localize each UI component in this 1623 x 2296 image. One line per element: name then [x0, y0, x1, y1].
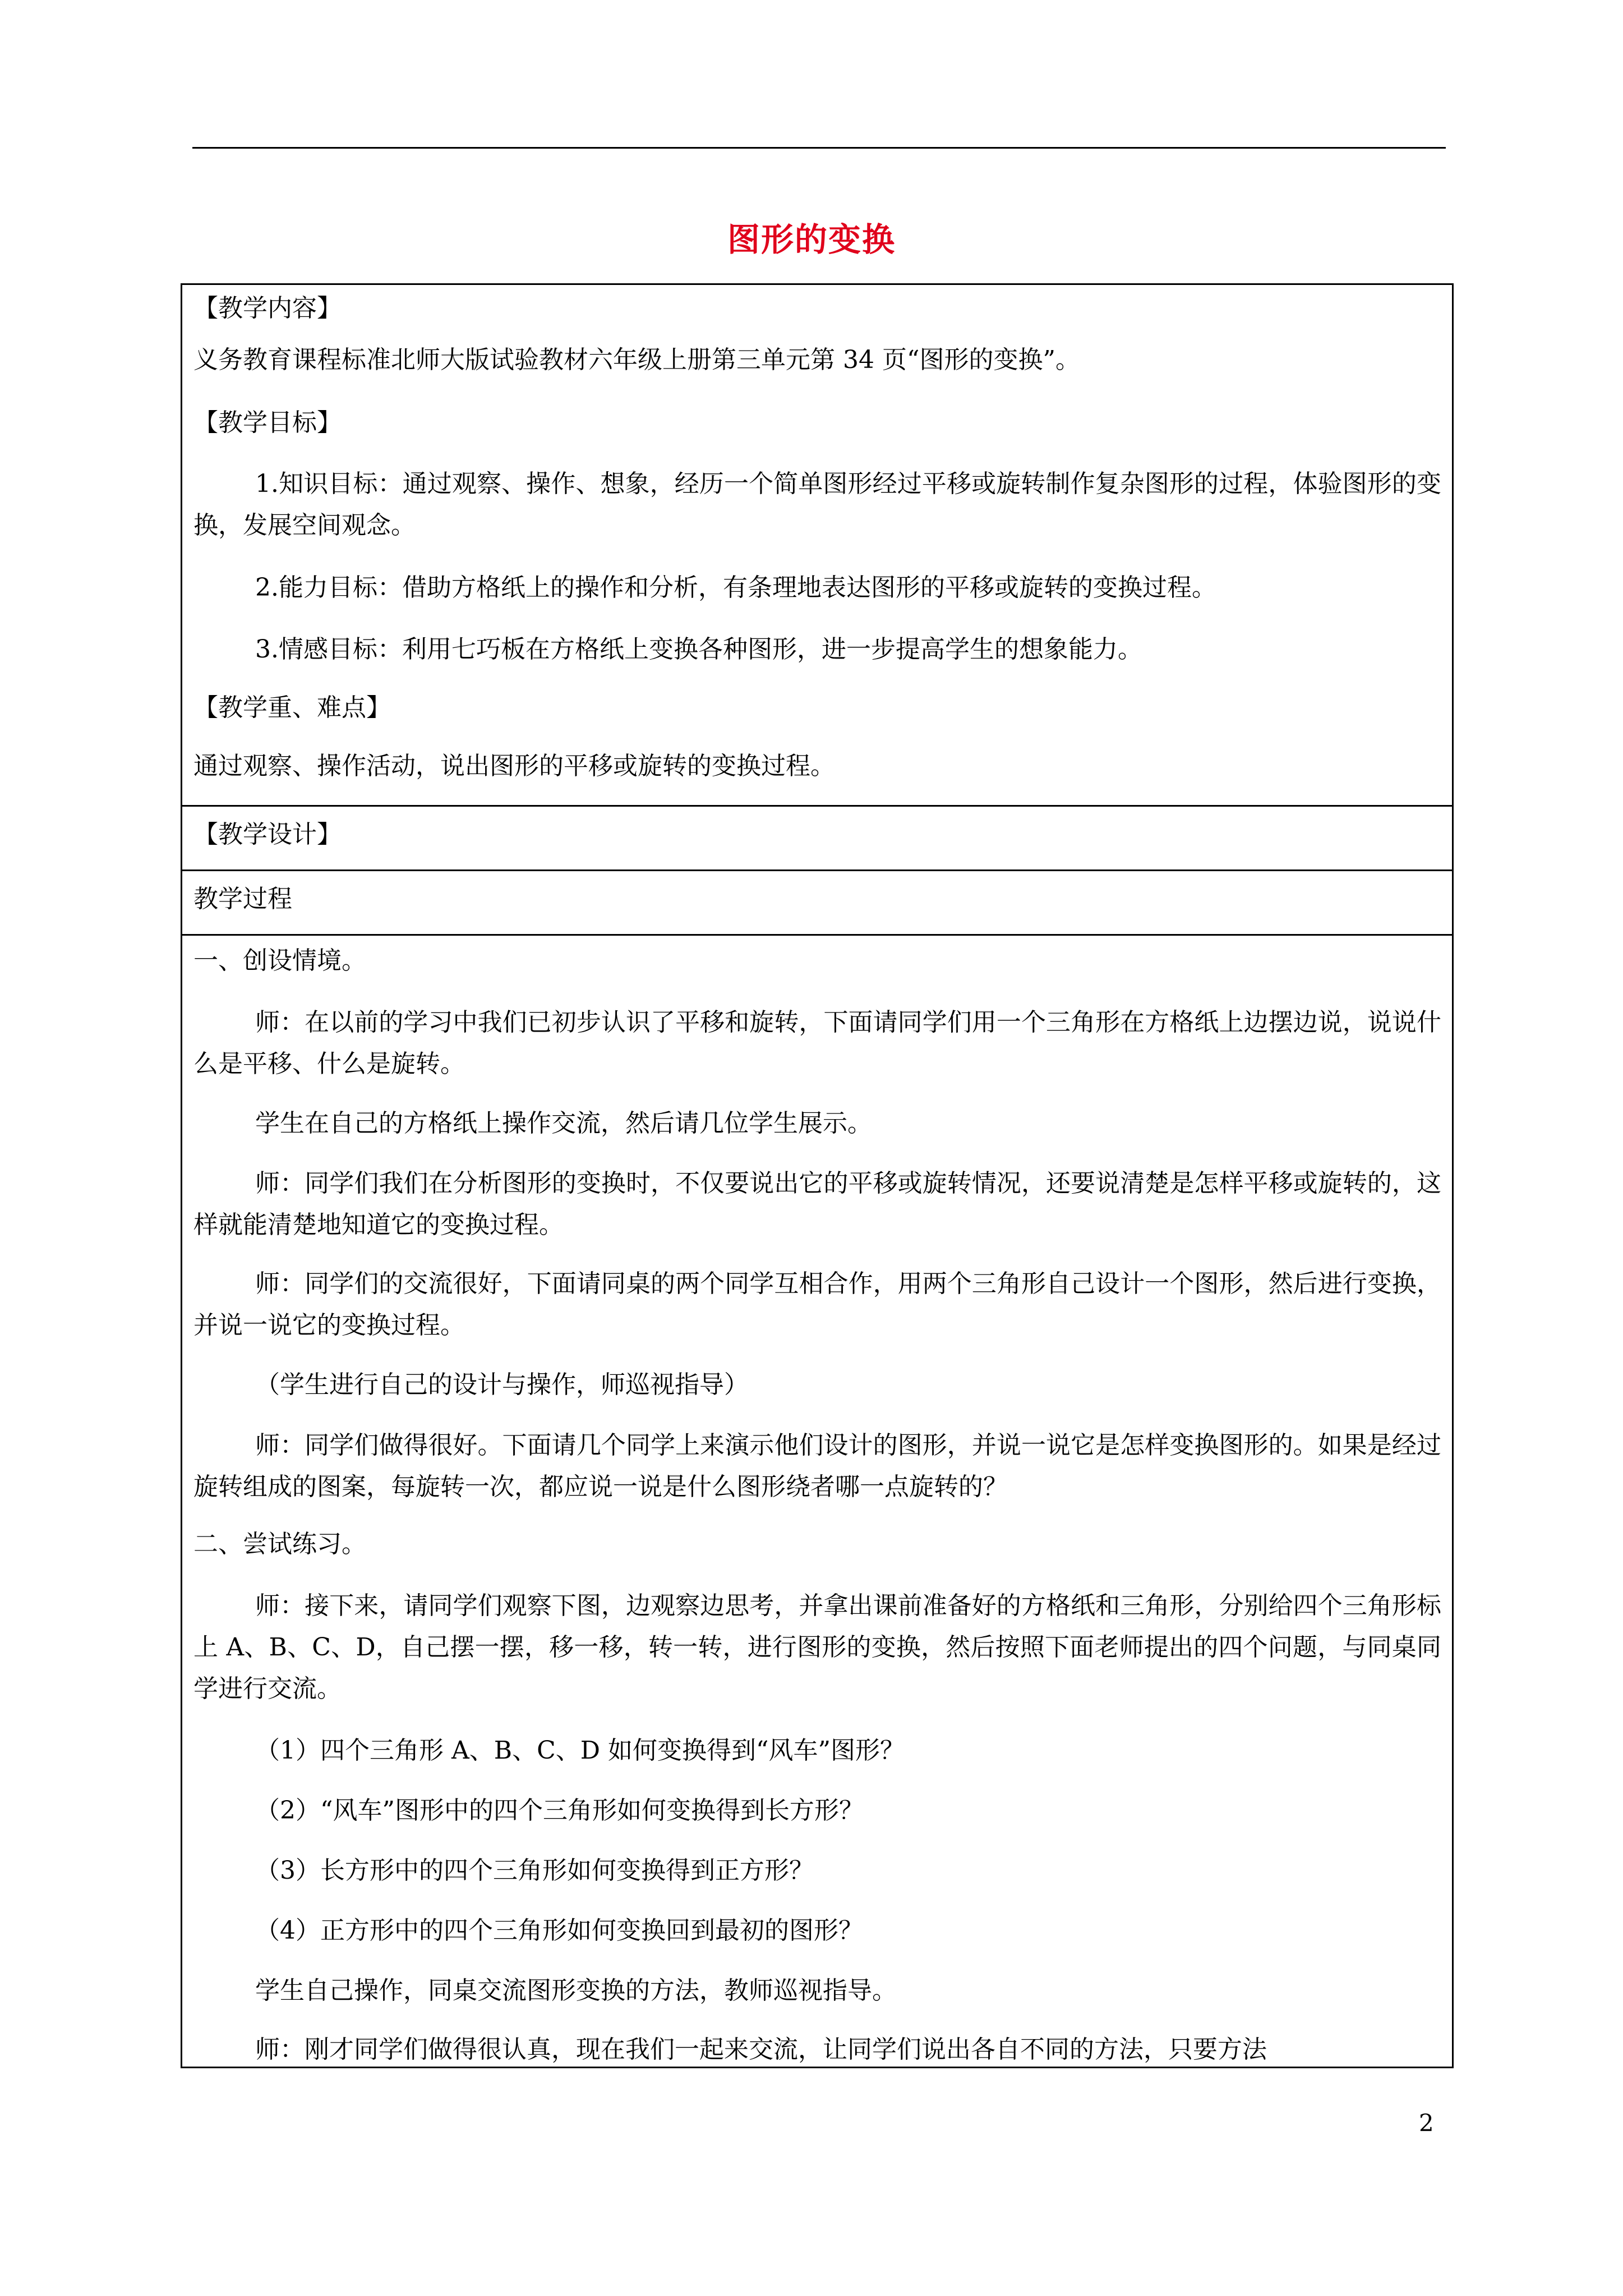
header-rule	[192, 147, 1446, 149]
goal-knowledge: 1.知识目标：通过观察、操作、想象，经历一个简单图形经过平移或旋转制作复杂图形的过程，体验图形的变换，发展空间观念。	[193, 470, 1441, 540]
part1-paragraph: 师：在以前的学习中我们已初步认识了平移和旋转，下面请同学们用一个三角形在方格纸上边摆边说，说说什么是平移、什么是旋转。	[193, 1008, 1441, 1078]
goal-ability: 2.能力目标：借助方格纸上的操作和分析，有条理地表达图形的平移或旋转的变换过程。	[255, 573, 1216, 602]
focus-heading: 【教学重、难点】	[193, 693, 391, 722]
part1-paragraph: 师：同学们的交流很好，下面请同桌的两个同学互相合作，用两个三角形自己设计一个图形，然后进行变换，并说一说它的变换过程。	[193, 1269, 1441, 1340]
question-3: （3）长方形中的四个三角形如何变换得到正方形？	[255, 1856, 814, 1885]
part1-paragraph: 师：同学们做得很好。下面请几个同学上来演示他们设计的图形，并说一说它是怎样变换图形的。如果是经过旋转组成的图案，每旋转一次，都应说一说是什么图形绕者哪一点旋转的？	[193, 1431, 1441, 1501]
part1-paragraph: 师：同学们我们在分析图形的变换时，不仅要说出它的平移或旋转情况，还要说清楚是怎样平移或旋转的，这样就能清楚地知道它的变换过程。	[193, 1169, 1441, 1239]
content-text: 义务教育课程标准北师大版试验教材六年级上册第三单元第 34 页“图形的变换”。	[193, 346, 1080, 374]
question-4: （4）正方形中的四个三角形如何变换回到最初的图形？	[255, 1916, 863, 1945]
part1-paragraph: 学生在自己的方格纸上操作交流，然后请几位学生展示。	[255, 1109, 872, 1138]
content-heading: 【教学内容】	[193, 294, 342, 323]
question-2: （2）“风车”图形中的四个三角形如何变换得到长方形？	[255, 1796, 864, 1825]
process-heading: 教学过程	[193, 885, 292, 913]
page-number: 2	[1419, 2109, 1434, 2137]
part1-paragraph: （学生进行自己的设计与操作，师巡视指导）	[255, 1370, 749, 1399]
part2-heading: 二、尝试练习。	[193, 1530, 366, 1558]
part2-paragraph: 学生自己操作，同桌交流图形变换的方法，教师巡视指导。	[255, 1976, 897, 2005]
design-heading: 【教学设计】	[193, 820, 342, 849]
part2-paragraph: 师：接下来，请同学们观察下图，边观察边思考，并拿出课前准备好的方格纸和三角形，分别给四个三角形标上 A、B、C、D，自己摆一摆，移一移，转一转，进行图形的变换，然后按照下面老师提出的四个问题，与同桌同学进行交流。	[193, 1591, 1441, 1703]
goal-emotion: 3.情感目标：利用七巧板在方格纸上变换各种图形，进一步提高学生的想象能力。	[255, 635, 1142, 664]
part1-heading: 一、创设情境。	[193, 946, 366, 975]
document-title: 图形的变换	[727, 220, 896, 259]
goals-heading: 【教学目标】	[193, 408, 342, 437]
focus-text: 通过观察、操作活动，说出图形的平移或旋转的变换过程。	[193, 752, 835, 780]
part2-paragraph: 师：刚才同学们做得很认真，现在我们一起来交流，让同学们说出各自不同的方法，只要方法	[255, 2035, 1267, 2064]
question-1: （1）四个三角形 A、B、C、D 如何变换得到“风车”图形？	[255, 1736, 905, 1765]
